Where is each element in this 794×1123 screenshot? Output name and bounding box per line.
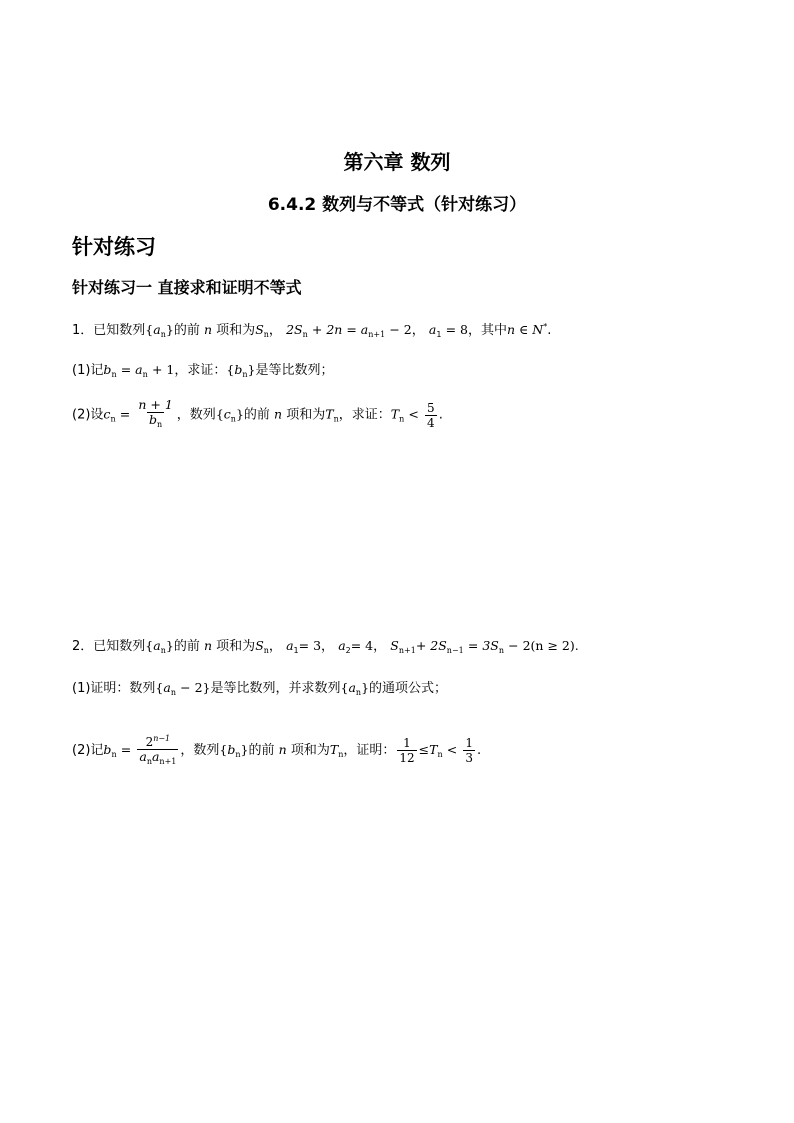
- problem-1-part-1: (1)记$b_n = a_n + 1$，求证：$\{b_n\}$是等比数列；: [72, 362, 334, 379]
- fraction: $\frac{5}{4}$: [427, 400, 435, 430]
- problem-1-statement: 1．已知数列$\{a_n\}$的前 n 项和为$S_n$， $2S_n + 2n = a_{n+1} - 2$， $a_1 = 8$，其中n ∈ N*.: [72, 322, 552, 339]
- chapter-title: 第六章 数列: [343, 150, 451, 174]
- problem-1-part-2: (2)设$c_n$ = $\frac{n + 1}{b_n}$ ，数列$\{c_n\}$的前 n 项和为$T_n$，求证：$T_n$ < $\frac{5}{4}$ .: [72, 398, 443, 432]
- lesson-subtitle: 6.4.2 数列与不等式（针对练习）: [267, 195, 527, 215]
- problem-2-statement: 2．已知数列$\{a_n\}$的前 n 项和为$S_n$， $a_1= 3$， $a_2= 4$， $S_{n+1}+ 2S_{n-1} = 3S_n - 2(n \ge 2)$.: [72, 638, 579, 655]
- problem-2-part-1: (1)证明：数列$\{a_n - 2\}$是等比数列，并求数列$\{a_n\}$的通项公式；: [72, 680, 448, 697]
- fraction: $\frac{2^{n-1}}{a_na_{n+1}}$: [137, 732, 178, 769]
- subsection-title: 针对练习一 直接求和证明不等式: [72, 278, 302, 297]
- fraction: $\frac{1}{3}$: [465, 736, 474, 765]
- section-title: 针对练习: [72, 235, 156, 259]
- problem-2-part-2: (2)记$b_n$ = $\frac{2^{n-1}}{a_na_{n+1}}$ ，数列$\{b_n\}$的前 n 项和为$T_n$，证明： $\frac{1}{12}$ $\le T_n$ < $\frac{1}{3}$ .: [72, 732, 481, 769]
- fraction: $\frac{n + 1}{b_n}$: [136, 398, 174, 432]
- fraction: $\frac{1}{12}$: [399, 736, 415, 765]
